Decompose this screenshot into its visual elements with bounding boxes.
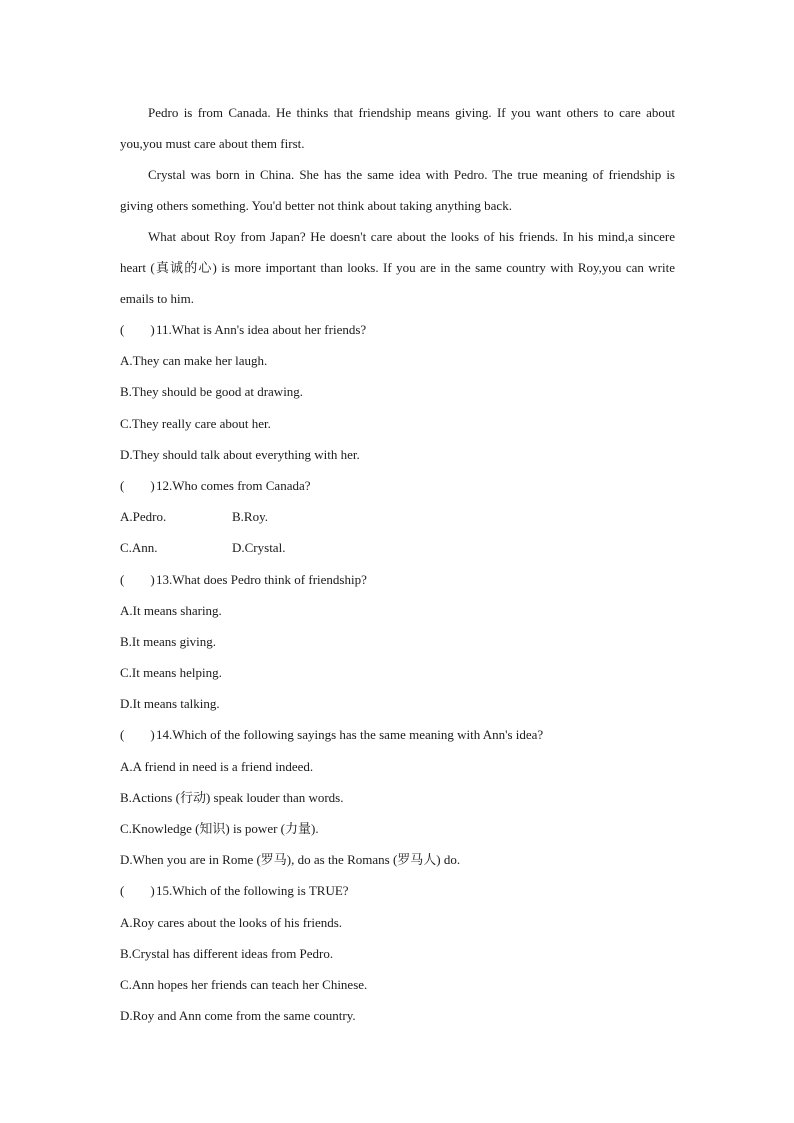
option-row [120,501,675,532]
option-b: B.Actions (行动) speak louder than words. [120,789,344,805]
option-d: D.Crystal. [232,540,286,556]
question-text: 11.What is Ann's idea about her friends? [156,322,367,337]
option-c: C.Ann hopes her friends can teach her Chinese. [120,976,368,992]
question-stem [120,564,675,595]
answer-blank: ( ) [120,571,155,587]
option-d: D.It means talking. [120,696,220,712]
option-c: C.Ann. [120,540,158,556]
option-b: B.They should be good at drawing. [120,384,304,400]
option-b: B.Crystal has different ideas from Pedro. [120,945,334,961]
question-14 [120,719,675,875]
option-d: D.Roy and Ann come from the same country. [120,1008,356,1024]
question-15 [120,875,675,1031]
question-12 [120,470,675,564]
passage-paragraph-roy [120,221,675,314]
option-d: D.They should talk about everything with her. [120,446,360,462]
document-page [120,97,675,1031]
option-c: C.It means helping. [120,665,222,681]
question-11 [120,314,675,470]
question-text: 12.Who comes from Canada? [156,477,311,493]
answer-blank: ( ) [120,477,155,493]
question-stem [120,470,675,501]
question-stem [120,314,675,345]
option-b: B.Roy. [232,509,268,525]
option-a: A.Pedro. [120,509,167,525]
answer-blank: ( ) [120,727,155,743]
option-a: A.Roy cares about the looks of his friends. [120,914,343,930]
option-d: D.When you are in Rome (罗马), do as the Romans (罗马人) do. [120,852,461,868]
answer-blank: ( ) [120,322,155,337]
question-text: 13.What does Pedro think of friendship? [156,571,367,587]
option-c: C.They really care about her. [120,415,271,431]
paragraph-text: Pedro is from Canada. He thinks that friendship means giving. If you want others to care about you,you must care about them first. [120,105,675,151]
question-stem [120,719,675,750]
passage-paragraph-pedro [120,97,675,159]
question-stem [120,875,675,906]
paragraph-text: Crystal was born in China. She has the same idea with Pedro. The true meaning of friendship is giving others something. You'd better not think about taking anything back. [120,167,675,213]
option-row [120,532,675,563]
option-b: B.It means giving. [120,633,217,649]
question-text: 14.Which of the following sayings has the same meaning with Ann's idea? [156,727,544,743]
passage-paragraph-crystal [120,159,675,221]
question-13 [120,564,675,720]
option-a: A.It means sharing. [120,602,222,618]
option-c: C.Knowledge (知识) is power (力量). [120,821,319,836]
answer-blank: ( ) [120,883,155,899]
option-a: A.A friend in need is a friend indeed. [120,758,314,774]
paragraph-text: What about Roy from Japan? He doesn't care about the looks of his friends. In his mind,a sincere heart (真诚的心) is more important than looks. If you are in the same country with Roy,you can write emails to him. [120,229,675,306]
question-text: 15.Which of the following is TRUE? [156,883,349,899]
option-a: A.They can make her laugh. [120,353,268,369]
